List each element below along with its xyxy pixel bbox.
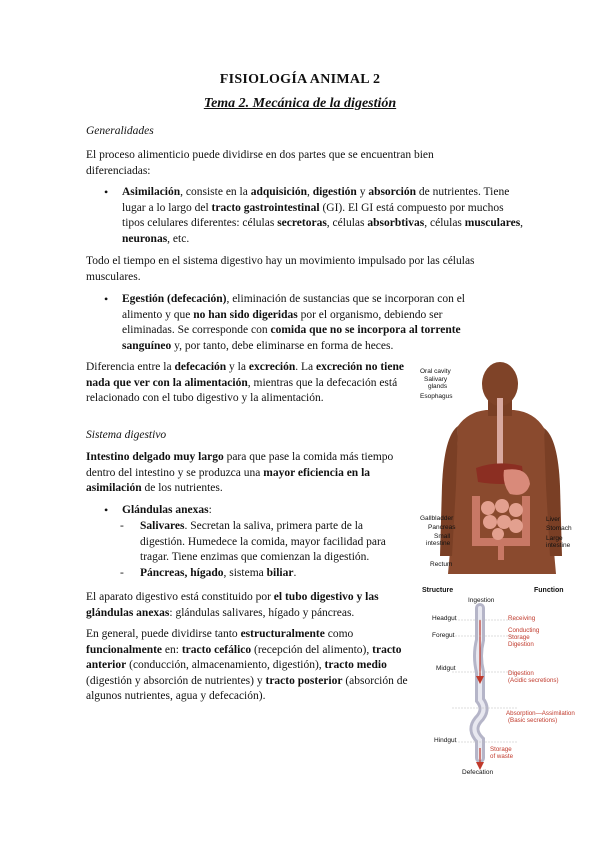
function-labels (490, 615, 575, 760)
aparato-paragraph (86, 590, 406, 621)
text-bold: Asimilación (122, 186, 181, 198)
text-bold: digestión (312, 186, 357, 198)
text: , (520, 217, 524, 229)
label-large-intestine: intestine (546, 542, 571, 549)
gut-structure-function-diagram (418, 580, 588, 776)
sub-bullet-salivares (120, 519, 404, 566)
text-bold: no han sido digeridas (193, 308, 298, 321)
text: (absorción de algunos nutrientes, agua y defecación). (86, 674, 408, 702)
text-bold: tracto anterior (86, 643, 402, 671)
text: , etc. (167, 232, 190, 245)
section-heading-sistema-digestivo: Sistema digestivo (86, 429, 167, 441)
text: En general, puede dividirse tanto (86, 628, 241, 640)
label-small: Small (434, 533, 451, 540)
text: y, por tanto, debe eliminarse en forma de heces. (171, 339, 394, 352)
text: como (324, 628, 354, 640)
text-bold: Intestino delgado muy largo (86, 451, 224, 463)
text-bold: estructuralmente (240, 628, 325, 640)
dash-marker: - (120, 520, 124, 532)
function-storage: Storage (508, 634, 530, 641)
text-bold: musculares (464, 217, 521, 229)
diagram-structure-header: Structure (422, 587, 454, 594)
rectum-shape (498, 542, 504, 560)
label-hindgut: Hindgut (434, 737, 457, 744)
label-headgut: Headgut (432, 615, 457, 622)
text-bold: Salivares (140, 520, 185, 532)
text: (conducción, almacenamiento, digestión), (126, 659, 325, 671)
text-bold: Egestión (defecación) (122, 293, 227, 305)
label-glands: glands (428, 383, 448, 390)
label-salivary: Salivary (424, 376, 448, 383)
text: (recepción del alimento), (251, 643, 373, 656)
text: Diferencia entre la (86, 361, 175, 373)
section-heading-generalidades: Generalidades (86, 125, 154, 137)
human-digestive-system-illustration (418, 356, 580, 576)
text: El aparato digestivo está constituido por (86, 591, 274, 603)
label-oral-cavity: Oral cavity (420, 368, 451, 375)
movimiento-paragraph: Todo el tiempo en el sistema digestivo hay un movimiento impulsado por las células musculares. (86, 255, 475, 283)
text-bold: tracto cefálico (181, 643, 252, 656)
text-bold: absorción (368, 186, 417, 198)
label-rectum: Rectum (430, 561, 453, 568)
general-paragraph (86, 627, 408, 705)
text-bold: neuronas (122, 232, 168, 245)
text-bold: tracto medio (324, 659, 387, 671)
intestino-paragraph (86, 450, 406, 497)
label-stomach: Stomach (546, 525, 572, 532)
text-bold: funcionalmente (86, 643, 163, 656)
text: . La (295, 361, 317, 373)
text: (digestión y absorción de nutrientes) y (86, 674, 266, 687)
text-bold: defecación (174, 361, 227, 373)
label-intestine: intestine (426, 540, 451, 547)
bullet-egestion (104, 292, 486, 354)
text-bold: mayor eficiencia en la asimilación (86, 466, 371, 494)
text-bold: secretoras (277, 217, 327, 229)
text: , consiste en la (180, 186, 251, 198)
text-bold: tracto gastrointestinal (211, 201, 320, 214)
text: , (306, 186, 313, 198)
label-pancreas: Pancreas (428, 524, 456, 531)
label-foregut: Foregut (432, 632, 455, 639)
text-bold: tracto posterior (265, 674, 343, 687)
bullet-asimilacion (104, 185, 524, 247)
page-subtitle: Tema 2. Mecánica de la digestión (203, 96, 397, 111)
bullet-glandulas (104, 503, 412, 519)
text: : (208, 504, 212, 516)
text: , sistema (223, 567, 267, 579)
text: por el organismo, debiendo ser eliminadas. Se corresponde con (122, 308, 443, 336)
text-bold: absorbtivas (367, 217, 425, 229)
diagram-function-header: Function (534, 587, 564, 594)
text: . Secretan la saliva, primera parte de la digestión. Humedece la comida, mayor facilidad para tragar. Tiene enzimas que comienzan la digestión. (140, 520, 386, 563)
text-bold: comida que no se incorpora al torrente sanguíneo (122, 324, 461, 352)
diferencia-paragraph (86, 360, 404, 407)
label-liver: Liver (546, 516, 561, 523)
text: : glándulas salivares, hígado y páncreas. (169, 606, 355, 619)
bullet-dot: • (104, 185, 109, 199)
function-receiving: Receiving (508, 615, 536, 622)
label-esophagus: Esophagus (420, 393, 453, 400)
text-bold: excreción (248, 361, 296, 373)
text-bold: el tubo digestivo y las glándulas anexas (86, 591, 379, 619)
label-midgut: Midgut (436, 665, 456, 672)
text: para que pase la comida más tiempo dentro del intestino y se produzca una (86, 451, 394, 479)
label-gallbladder: Gallbladder (420, 515, 454, 522)
text: , células (424, 217, 465, 229)
label-large: Large (546, 535, 563, 542)
bullet-dot: • (104, 503, 109, 517)
page-title: FISIOLOGÍA ANIMAL 2 (219, 72, 381, 87)
text-bold: Glándulas anexas (122, 504, 209, 516)
function-absorption: Absorption—Assimilation (506, 710, 575, 717)
diagram-ingestion-label: Ingestion (468, 597, 495, 604)
text-bold: Páncreas, hígado (140, 567, 224, 579)
esophagus-shape (497, 398, 503, 470)
text: en: (162, 643, 182, 656)
function-of-waste: of waste (490, 753, 514, 760)
sub-bullet-pancreas (120, 566, 404, 582)
text: , mientras que la defecación está relacionado con el tubo digestivo y la alimentación. (86, 376, 398, 404)
function-conducting: Conducting (508, 627, 540, 634)
intro-paragraph: El proceso alimenticio puede dividirse en dos partes que se encuentran bien diferenciadas: (86, 149, 434, 177)
text: y la (226, 361, 249, 373)
text: y (356, 186, 369, 198)
diagram-defecation-label: Defecation (462, 769, 494, 776)
text-bold: biliar (266, 567, 294, 579)
function-digestion: Digestion (508, 641, 534, 648)
function-basic: (Basic secretions) (508, 717, 558, 724)
dash-marker: - (120, 567, 124, 579)
function-acidic: (Acidic secretions) (508, 677, 559, 684)
function-digestion-mid: Digestion (508, 670, 534, 677)
text: de nutrientes. Tiene lugar a lo largo del (122, 186, 510, 214)
text-bold: adquisición (250, 186, 307, 198)
text: de los nutrientes. (141, 482, 223, 494)
function-storage-waste: Storage (490, 746, 512, 753)
text: , eliminación de sustancias que se incorporan con el alimento y que (122, 293, 465, 321)
text: , células (326, 217, 368, 229)
text: (GI). El GI está compuesto por muchos tipos celulares diferentes: células (122, 201, 504, 229)
bullet-dot: • (104, 292, 109, 306)
text-bold: excreción no tiene nada que ver con la alimentación (86, 361, 404, 389)
text: . (293, 567, 297, 579)
